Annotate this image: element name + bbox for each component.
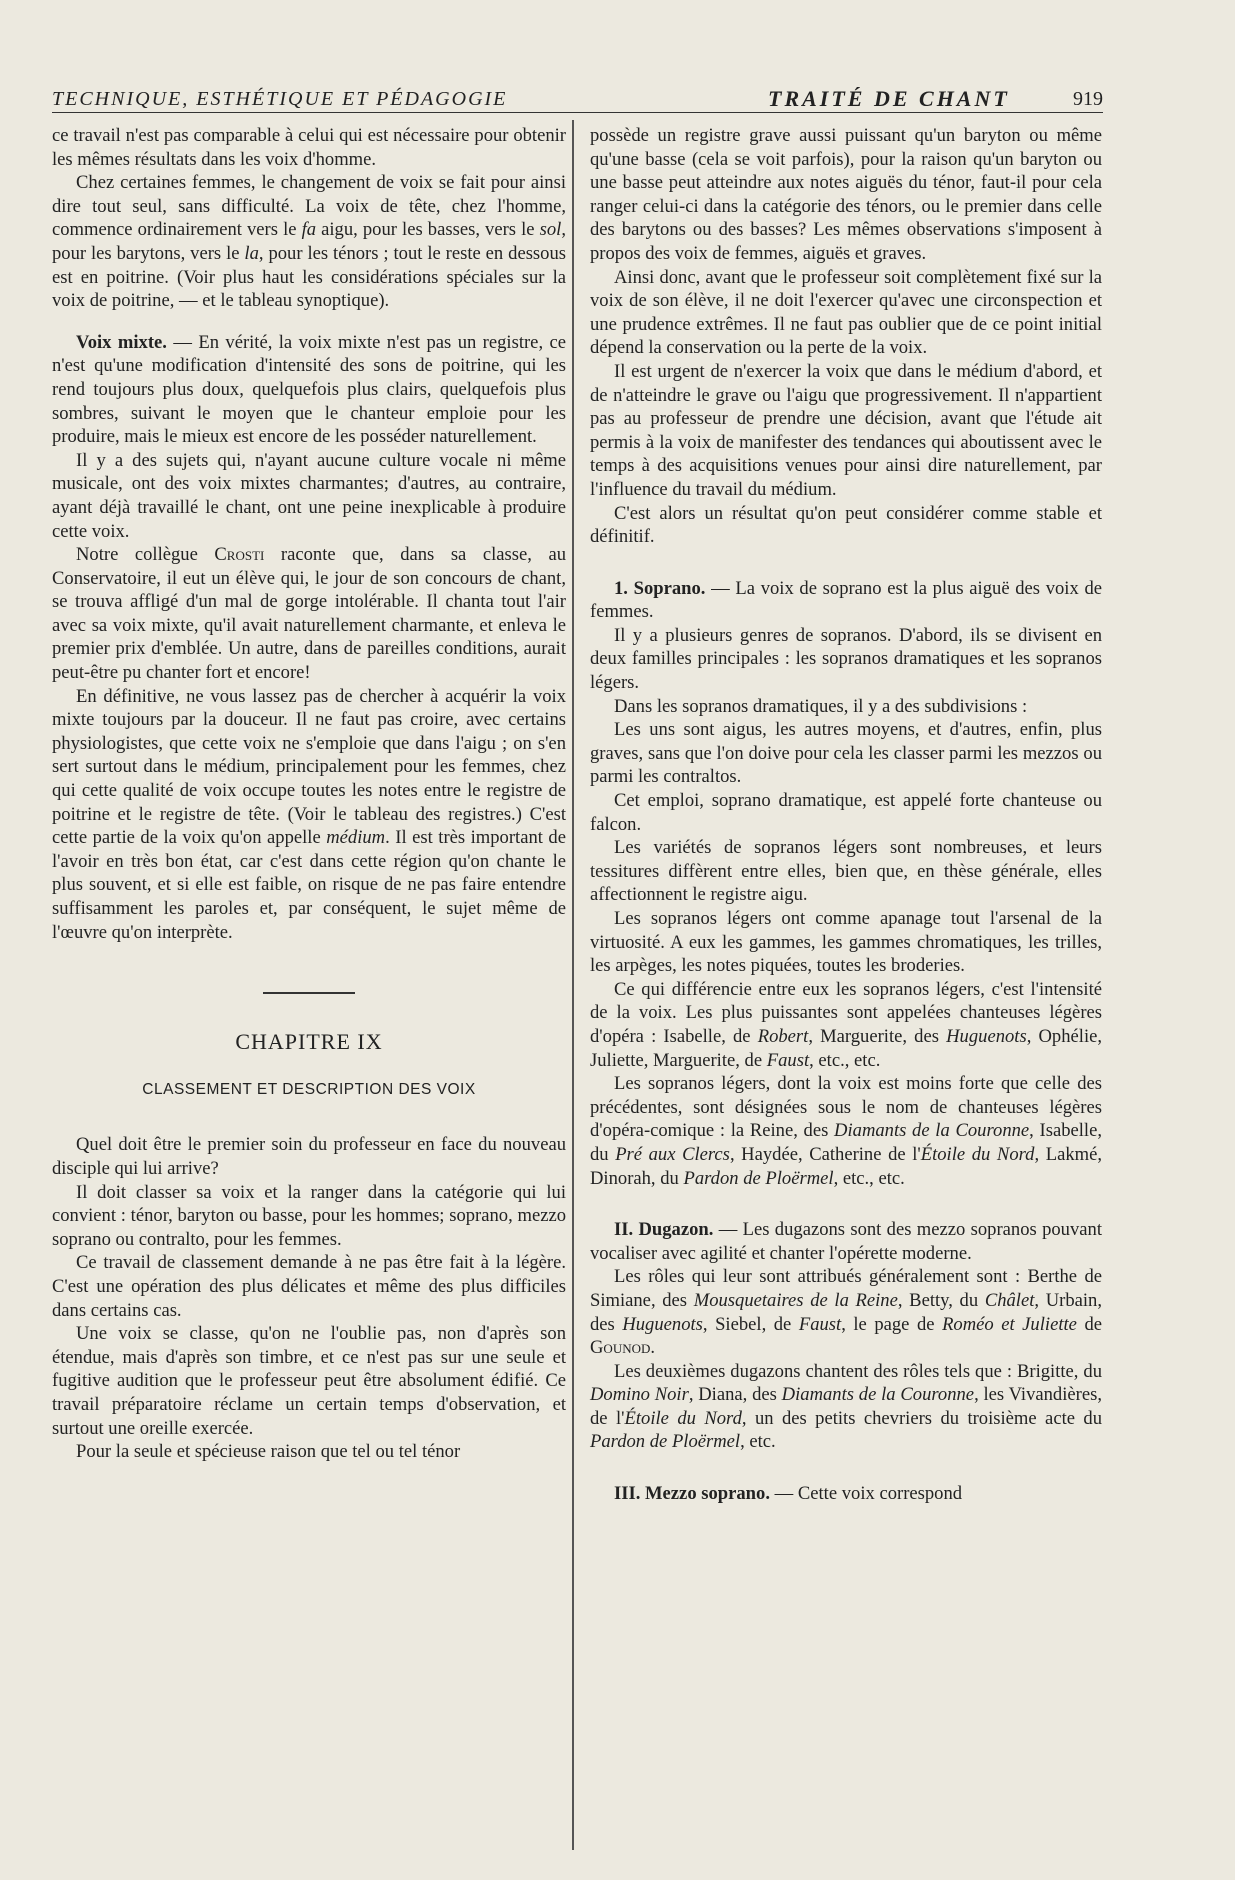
- left-column: [52, 124, 566, 1464]
- section-mezzo-soprano: III. Mezzo soprano. — Cette voix correspond: [614, 1483, 963, 1505]
- section-heading: Voix mixte.: [76, 331, 167, 353]
- paragraph: Quel doit être le premier soin du professeur en face du nouveau disciple qui lui arrive?: [52, 1134, 566, 1179]
- paragraph: Chez certaines femmes, le changement de voix se fait pour ainsi dire tout seul, sans difficulté. La voix de tête, chez l'homme, commence ordinairement vers le fa aigu, pour les basses, vers le sol, pour les barytons, vers le la, pour les ténors ; tout le reste en dessous est en poitrine. (Voir plus haut les considérations spéciales sur la voix de poitrine, — et le tableau synoptique).: [52, 172, 566, 312]
- section-soprano: 1. Soprano. — La voix de soprano est la plus aiguë des voix de femmes.: [590, 577, 1102, 623]
- section-dugazon: II. Dugazon. — Les dugazons sont des mezzo sopranos pouvant vocaliser avec agilité et chanter l'opérette moderne.: [590, 1219, 1102, 1264]
- paragraph: Les variétés de sopranos légers sont nombreuses, et leurs tessitures diffèrent entre elles, bien que, en thèse générale, elles affectionnent le registre aigu.: [590, 837, 1102, 906]
- paragraph: Il y a des sujets qui, n'ayant aucune culture vocale ni même musicale, ont des voix mixtes charmantes; d'autres, au contraire, ayant déjà travaillé le chant, ont une peine inexplicable à produire cette voix.: [52, 449, 566, 542]
- paragraph: Les rôles qui leur sont attribués généralement sont : Berthe de Simiane, des Mousquetaires de la Reine, Betty, du Châlet, Urbain, des Huguenots, Siebel, de Faust, le page de Roméo et Juliette de Gounod.: [590, 1266, 1102, 1359]
- paragraph: possède un registre grave aussi puissant qu'un baryton ou même qu'une basse (cela se voit parfois), pour la raison qu'un baryton ou une basse peut atteindre aux notes aiguës du ténor, faut-il pour cela ranger celui-ci dans la catégorie des ténors, ou le premier dans celle des barytons ou des basses? Les mêmes observations s'imposent à propos des voix de femmes, aiguës et graves.: [590, 125, 1102, 264]
- paragraph: Notre collègue Crosti raconte que, dans sa classe, au Conservatoire, il eut un élève qui, le jour de son concours de chant, se trouva affligé d'un mal de gorge intolérable. Il chanta tout l'air avec sa voix mixte, qu'il avait naturellement charmante, et enleva le premier prix d'emblée. Un autre, dans de pareilles conditions, aurait peut-être pu chanter fort et encore!: [52, 544, 566, 684]
- section-heading: 1. Soprano.: [614, 577, 706, 599]
- paragraph: Il est urgent de n'exercer la voix que dans le médium d'abord, et de n'atteindre le grave ou l'aigu que progressivement. Il n'appartient pas au professeur de prendre une décision, avant que l'étude ait permis à la voix de manifester des tendances qui aboutissent avec le temps à des acquisitions venues pour ainsi dire naturellement, par l'influence du travail du médium.: [590, 360, 1102, 500]
- header-section-title: TECHNIQUE, ESTHÉTIQUE ET PÉDAGOGIE: [52, 88, 508, 110]
- paragraph: Pour la seule et spécieuse raison que tel ou tel ténor: [76, 1441, 461, 1463]
- column-divider: [572, 120, 574, 1850]
- paragraph: Il y a plusieurs genres de sopranos. D'abord, ils se divisent en deux familles principales : les sopranos dramatiques et les sopranos légers.: [590, 624, 1102, 694]
- paragraph: Ce qui différencie entre eux les sopranos légers, c'est l'intensité de la voix. Les plus puissantes sont appelées chanteuses légères d'opéra : Isabelle, de Robert, Marguerite, des Huguenots, Ophélie, Juliette, Marguerite, de Faust, etc., etc.: [590, 978, 1103, 1071]
- paragraph: Dans les sopranos dramatiques, il y a des subdivisions :: [614, 695, 1028, 717]
- paragraph: Les sopranos légers ont comme apanage tout l'arsenal de la virtuosité. A eux les gammes, les gammes chromatiques, les trilles, les arpèges, les notes piquées, toutes les broderies.: [590, 908, 1102, 977]
- section-heading: II. Dugazon.: [614, 1219, 714, 1241]
- paragraph: Les deuxièmes dugazons chantent des rôles tels que : Brigitte, du Domino Noir, Diana, des Diamants de la Couronne, les Vivandières, de l'Étoile du Nord, un des petits chevriers du troisième acte du Pardon de Ploërmel, etc.: [590, 1360, 1103, 1453]
- paragraph: Les uns sont aigus, les autres moyens, et d'autres, enfin, plus graves, sans que l'on doive pour cela les classer parmi les mezzos ou parmi les contraltos.: [590, 719, 1102, 788]
- paragraph: Cet emploi, soprano dramatique, est appelé forte chanteuse ou falcon.: [590, 790, 1102, 835]
- paragraph: Les sopranos légers, dont la voix est moins forte que celle des précédentes, sont désignées sous le nom de chanteuses légères d'opéra-comique : la Reine, des Diamants de la Couronne, Isabelle, du Pré aux Clercs, Haydée, Catherine de l'Étoile du Nord, Lakmé, Dinorah, du Pardon de Ploërmel, etc., etc.: [590, 1073, 1102, 1189]
- paragraph: ce travail n'est pas comparable à celui qui est nécessaire pour obtenir les mêmes résultats dans les voix d'homme.: [52, 125, 566, 170]
- paragraph: Ce travail de classement demande à ne pas être fait à la légère. C'est une opération des plus délicates et même des plus difficiles dans certains cas.: [52, 1252, 566, 1321]
- paragraph: En définitive, ne vous lassez pas de chercher à acquérir la voix mixte toujours par la douceur. Il ne faut pas croire, avec certains physiologistes, que cette voix ne s'emploie que dans l'aigu ; on s'en sert surtout dans le médium, principalement pour les femmes, chez qui cette qualité de voix occupe toutes les notes entre le registre de poitrine et le registre de tête. (Voir le tableau des registres.) C'est cette partie de la voix qu'on appelle médium. Il est très important de l'avoir en très bon état, car c'est dans cette région qu'on chante le plus souvent, et si elle est faible, on risque de ne pas faire entendre suffisamment les paroles et, par conséquent, le sujet même de l'œuvre qu'on interprète.: [52, 685, 566, 943]
- paragraph: Il doit classer sa voix et la ranger dans la catégorie qui lui convient : ténor, baryton ou basse, pour les hommes; soprano, mezzo soprano ou contralto, pour les femmes.: [52, 1181, 566, 1250]
- chapter-subtitle: CLASSEMENT ET DESCRIPTION DES VOIX: [142, 1080, 476, 1098]
- paragraph: C'est alors un résultat qu'on peut considérer comme stable et définitif.: [590, 502, 1102, 548]
- paragraph: Une voix se classe, qu'on ne l'oublie pas, non d'après son étendue, mais d'après son timbre, et ce n'est pas sur une seule et fugitive audition que le professeur peut être absolument édifié. Ce travail préparatoire réclame un certain temps d'observation, et surtout une oreille exercée.: [52, 1323, 566, 1439]
- page-number: 919: [1073, 88, 1103, 110]
- header-book-title: TRAITÉ DE CHANT: [768, 86, 1010, 111]
- right-column: [590, 124, 1102, 1506]
- section-voix-mixte: Voix mixte. — En vérité, la voix mixte n'est pas un registre, ce n'est qu'une modification d'intensité des sons de poitrine, qui les rend toujours plus doux, quelquefois plus clairs, quelquefois plus sombres, suivant le moyen que le chanteur emploie pour les produire, mais le mieux est encore de les posséder naturellement.: [52, 331, 566, 448]
- section-heading: III. Mezzo soprano.: [614, 1483, 770, 1505]
- section-separator: [263, 992, 355, 994]
- paragraph: Ainsi donc, avant que le professeur soit complètement fixé sur la voix de son élève, il ne doit l'exercer qu'avec une circonspection et une prudence extrêmes. Il ne faut pas oublier que de ce point initial dépend la conservation ou la perte de la voix.: [590, 266, 1102, 359]
- chapter-title: CHAPITRE IX: [235, 1029, 383, 1055]
- running-header: [52, 86, 1103, 113]
